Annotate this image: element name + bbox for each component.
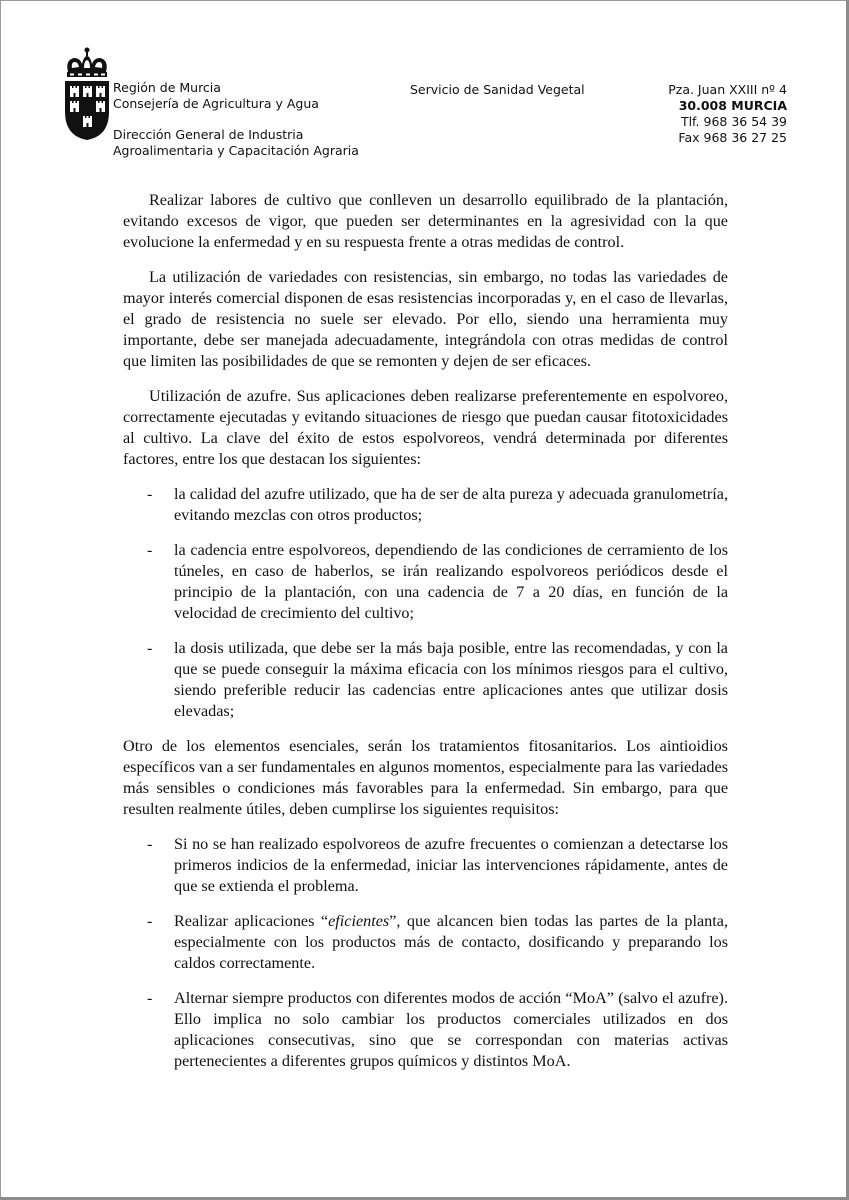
paragraph-sulfur: Utilización de azufre. Sus aplicaciones deben realizarse preferentemente en espolvoreo, correctamente ejecutadas y evitando situaciones de riesgo que puedan causar fitotoxicidades al cultivo. La clave del éxito de estos espolvoreos, vendrá determinada por diferentes factores, entre los que destacan los siguientes: bbox=[123, 387, 728, 468]
dept-line2: Agroalimentaria y Capacitación Agraria bbox=[113, 143, 359, 158]
coat-of-arms-logo bbox=[62, 46, 112, 142]
address-fax: Fax 968 36 27 25 bbox=[678, 130, 787, 145]
requirements-list bbox=[123, 834, 728, 1072]
list-item: - Realizar aplicaciones “eficientes”, que alcancen bien todas las partes de la planta, especialmente con los productos más de contacto, dosificando y preparando los caldos correctamente. bbox=[147, 912, 728, 972]
org-region: Región de Murcia bbox=[113, 80, 221, 95]
service-name: Servicio de Sanidad Vegetal bbox=[410, 82, 585, 97]
paragraph-varieties: La utilización de variedades con resistencias, sin embargo, no todas las variedades de mayor interés comercial disponen de esas resistencias incorporadas y, en el caso de llevarlas, el grado de resistencia no suele ser elevado. Por ello, siendo una herramienta muy importante, debe ser manejada adecuadamente, integrándola con otras medidas de control que limiten las posibilidades de que se remonten y dejen de ser eficaces. bbox=[123, 268, 728, 370]
organization-name bbox=[113, 80, 319, 112]
paragraph-treatments: Otro de los elementos esenciales, serán los tratamientos fitosanitarios. Los aintioidios específicos van a ser fundamentales en algunos momentos, especialmente para las variedades más sensibles o condiciones más favorables para la enfermedad. Sin embargo, para que resulten realmente útiles, deben cumplirse los siguientes requisitos: bbox=[123, 737, 728, 818]
org-ministry: Consejería de Agricultura y Agua bbox=[113, 96, 319, 111]
address-city: 30.008 MURCIA bbox=[678, 98, 787, 113]
document-body bbox=[123, 190, 728, 1086]
list-item: - la cadencia entre espolvoreos, dependiendo de las condiciones de cerramiento de los túneles, en caso de haberlos, se irán realizando espolvoreos periódicos desde el principio de la plantación, con una cadencia de 7 a 20 días, en función de la velocidad de crecimiento del cultivo; bbox=[147, 541, 728, 622]
address-phone: Tlf. 968 36 54 39 bbox=[680, 114, 787, 129]
sulfur-factors-list bbox=[123, 484, 728, 722]
list-item: - Si no se han realizado espolvoreos de azufre frecuentes o comienzan a detectarse los primeros indicios de la enfermedad, iniciar las intervenciones rápidamente, antes de que se extienda el problema. bbox=[147, 835, 728, 895]
address-block bbox=[668, 82, 787, 146]
department-name bbox=[113, 127, 359, 159]
paragraph-cultivation: Realizar labores de cultivo que conlleven un desarrollo equilibrado de la plantación, evitando excesos de vigor, que pueden ser determinantes en la agresividad con la que evolucione la enfermedad y en su respuesta frente a otras medidas de control. bbox=[123, 191, 728, 251]
list-item: - Alternar siempre productos con diferentes modos de acción “MoA” (salvo el azufre). Ello implica no solo cambiar los productos comerciales utilizados en dos aplicaciones consecutivas, sino que se correspondan con materias activas pertenecientes a diferentes grupos químicos y distintos MoA. bbox=[147, 989, 728, 1070]
list-item: - la calidad del azufre utilizado, que ha de ser de alta pureza y adecuada granulometría, evitando mezclas con otros productos; bbox=[147, 485, 728, 524]
dept-line1: Dirección General de Industria bbox=[113, 127, 304, 142]
list-item: - la dosis utilizada, que debe ser la más baja posible, entre las recomendadas, y con la que se puede conseguir la máxima eficacia con los mínimos riesgos para el cultivo, siendo preferible reducir las cadencias entre aplicaciones antes que utilizar dosis elevadas; bbox=[147, 639, 728, 720]
address-street: Pza. Juan XXIII nº 4 bbox=[668, 82, 787, 97]
